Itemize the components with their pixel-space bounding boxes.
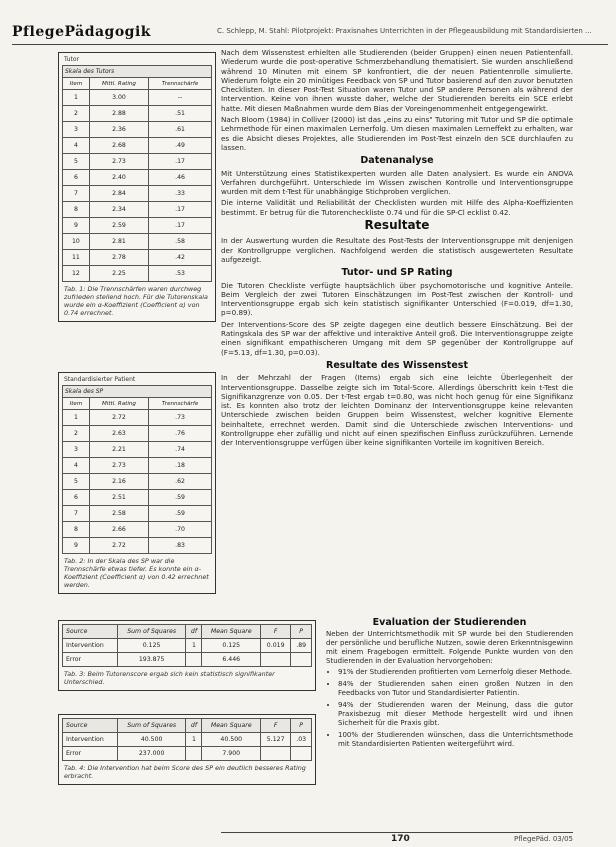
table-row [63,250,212,266]
table-cell: .53 [149,266,212,282]
column-header: Item [63,398,90,410]
table-cell: 2.25 [89,266,148,282]
paragraph: In der Auswertung wurden die Resultate des Post-Tests der Interventionsgruppe mit denjenigen der Kontrollgruppe verglichen. Nachfolgend werden die statistisch ausgewerteten Resultate aufgezeigt. [221,236,573,264]
table-cell: .70 [149,522,212,538]
table-1-caption: Tab. 1: Die Trennschärfen waren durchweg zufrieden stellend hoch. Für die Tutorenskala wurde ein α-Koeffizient (Coefficient α) von 0.74 errechnet. [64,285,208,317]
table-cell: .74 [149,442,212,458]
table-cell: 6 [63,170,90,186]
column-header: Item [63,78,90,90]
table-cell: 9 [63,218,90,234]
list-item: • 84% der Studierenden sahen einen großen Nutzen in den Feedbacks von Tutor und Standardisierter Patientin. [338,680,573,698]
table-cell: .73 [149,410,212,426]
evaluation-list [326,668,573,749]
column-header: Source [63,625,118,639]
table-cell: 2.68 [89,138,148,154]
table-row [63,234,212,250]
table-cell: .03 [291,733,312,747]
table-row [63,490,212,506]
table-row [63,653,312,667]
table-cell: 3 [63,122,90,138]
table-cell: 2 [63,426,90,442]
table-1-box-title: Tutor [64,56,80,63]
table-cell: .62 [149,474,212,490]
table-cell: 2.34 [89,202,148,218]
running-header: C. Schlepp, M. Stahl: Pilotprojekt: Praxisnahes Unterrichten in der Pflegeausbildung mit Standardisierten ... [217,27,592,35]
column-header: Trennschärfe [149,398,212,410]
table-cell: 0.125 [117,639,186,653]
column-header: P [291,719,312,733]
table-cell: .59 [149,490,212,506]
table-row [63,747,312,761]
table-cell: Error [63,653,118,667]
table-cell: 40.500 [202,733,261,747]
table-cell: 2.81 [89,234,148,250]
table-cell: .49 [149,138,212,154]
list-item: • 94% der Studierenden waren der Meinung, dass die gutor Praxisbezug mit dieser Methode hergestellt wird und ihnen Sicherheit für die Praxis gibt. [338,701,573,728]
table-cell: 2.66 [89,522,148,538]
table-cell: 1 [63,90,90,106]
section-heading-datenanalyse: Datenanalyse [360,155,434,167]
article-body-upper [221,48,573,450]
table-1 [62,65,212,282]
paragraph: Nach Bloom (1984) in Colliver (2000) ist das „eins zu eins" Tutoring mit Tutor und SP die optimale Lehrmethode für einen maximalen Lernerfolg. Um diesen maximalen Lerneffekt zu erhalten, war es die Absicht dieses Projektes, alle Studierenden im Post-Test einzeln den SCE durchlaufen zu lassen. [221,115,573,152]
table-cell: 10 [63,234,90,250]
table-cell: 2.73 [89,154,148,170]
table-cell: .42 [149,250,212,266]
page-number: 170 [391,834,410,844]
column-header: df [186,625,202,639]
paragraph: Neben der Unterrichtsmethodik mit SP wurde bei den Studierenden der persönliche und berufliche Nutzen, sowie deren Erkenntnisgewinn mit einem Fragebogen ermittelt. Folgende Punkte wurden von den Studierenden in der Evaluation hervorgehoben: [326,630,573,665]
table-cell: 5 [63,474,90,490]
column-header: Sum of Squares [117,719,186,733]
section-heading-evaluation: Evaluation der Studierenden [372,617,527,628]
table-cell: 2.40 [89,170,148,186]
column-header: Sum of Squares [117,625,186,639]
table-cell: 0.125 [202,639,261,653]
table-row [63,410,212,426]
table-cell: 7 [63,506,90,522]
table-cell: 4 [63,458,90,474]
table-3 [62,624,312,667]
column-header: F [261,719,291,733]
table-cell: 40.500 [117,733,186,747]
table-cell [291,653,312,667]
table-cell: Intervention [63,639,118,653]
table-3-caption: Tab. 3: Beim Tutorenscore ergab sich kein statistisch signifikanter Unterschied. [64,670,275,686]
table-cell: 12 [63,266,90,282]
table-4-caption: Tab. 4: Die Intervention hat beim Score des SP ein deutlich besseres Rating erbracht. [64,764,306,780]
table-cell: 2.51 [89,490,148,506]
column-header: Mittl. Rating [89,398,148,410]
table-cell: .58 [149,234,212,250]
journal-brand: PflegePädagogik [12,24,151,40]
table-cell [261,653,291,667]
table-cell: .59 [149,506,212,522]
table-row [63,154,212,170]
paragraph: Die Tutoren Checkliste verfügte hauptsächlich über psychomotorische und kognitive Anteile. Beim Vergleich der zwei Tutoren Einschätzungen im Post-Test zwischen der Kontroll- und Interventionsgruppe ergab sich kein statistisch signifikanter Unterschied (F=0.019, df=1.30, p=0.89). [221,280,573,318]
table-row [63,122,212,138]
table-cell: .17 [149,218,212,234]
section-heading-resultate: Resultate [364,218,430,233]
column-header: Mean Square [202,625,261,639]
table-cell: 3.00 [89,90,148,106]
table-row [63,442,212,458]
table-2-head: Skala des SP [63,386,212,398]
table-2-box [58,372,216,594]
table-4-frame [58,714,316,785]
table-cell: 2.36 [89,122,148,138]
table-4-box [58,714,316,785]
table-cell: 2.88 [89,106,148,122]
table-cell: -- [149,90,212,106]
paragraph: Die interne Validität und Reliabilität der Checklisten wurden mit Hilfe des Alpha-Koeffizienten bestimmt. Er betrug für die Tutorencheckliste 0.74 und für die SP-Cl ecklist 0.42. [221,198,573,217]
table-row [63,106,212,122]
table-cell: .83 [149,538,212,554]
table-cell: .18 [149,458,212,474]
table-cell [186,653,202,667]
table-2 [62,385,212,554]
table-cell: 7 [63,186,90,202]
table-cell: .61 [149,122,212,138]
column-header: F [261,625,291,639]
paragraph: Nach dem Wissenstest erhielten alle Studierenden (beider Gruppen) einen neuen Patientenfall. Wiederum wurde die post-operative Schmerzbehandlung thematisiert. Sie wurden anschließend während 10 Minuten mit einem SP konfrontiert, die der neuen Patientenrolle simulierte. Wiederum folgte ein 20 minütiges Feedback von SP und Tutor basierend auf den zuvor benutzten Checklisten. In dieser Post-Test Situation waren Tutor und SP andere Personen als während der Intervention. Keine von ihnen wusste daher, welche der Studierenden bereits ein SCE erlebt hatte. Mit diesen Maßnahmen wurde dem Bias der Voreingenommenheit entgegengewirkt. [221,48,573,113]
table-row [63,90,212,106]
table-cell: 2.72 [89,538,148,554]
table-row [63,218,212,234]
table-cell: 2 [63,106,90,122]
table-row [63,170,212,186]
section-heading-tutor-sp-rating: Tutor- und SP Rating [341,267,453,279]
article-body-lower [326,614,573,752]
table-row [63,186,212,202]
table-cell: 2.73 [89,458,148,474]
table-cell: 2.78 [89,250,148,266]
table-cell: 2.21 [89,442,148,458]
journal-issue: PflegePäd. 03/05 [514,835,573,843]
table-cell: 7.900 [202,747,261,761]
table-row [63,506,212,522]
list-item: • 91% der Studierenden profitierten vom Lernerfolg dieser Methode. [338,668,573,677]
column-header: df [186,719,202,733]
table-row [63,538,212,554]
table-cell: .76 [149,426,212,442]
column-header: Source [63,719,118,733]
paragraph: Mit Unterstützung eines Statistikexperten wurden alle Daten analysiert. Es wurde ein ANOVA Verfahren durchgeführt. Unterschiede im Wissen zwischen Kontrolle und Interventionsgruppe wurden mit dem t-Test für unabhängige Stichproben verglichen. [221,168,573,197]
table-cell: .33 [149,186,212,202]
table-cell: 1 [186,733,202,747]
table-2-box-title: Standardisierter Patient [64,376,136,383]
table-row [63,202,212,218]
table-cell [291,747,312,761]
table-1-head: Skala des Tutors [63,66,212,78]
table-cell: 9 [63,538,90,554]
table-row [63,458,212,474]
table-cell: 193.875 [117,653,186,667]
table-1-frame [58,52,216,322]
table-cell: .51 [149,106,212,122]
table-row [63,474,212,490]
section-heading-wissenstest: Resultate des Wissenstest [326,359,468,371]
table-cell: 1 [63,410,90,426]
table-3-frame [58,620,316,691]
table-cell: 2.72 [89,410,148,426]
table-row [63,733,312,747]
page-footer [221,832,573,843]
table-cell: 0.019 [261,639,291,653]
table-2-frame [58,372,216,594]
table-3-box [58,620,316,691]
table-row [63,138,212,154]
table-cell: .46 [149,170,212,186]
table-cell: 1 [186,639,202,653]
table-cell: 3 [63,442,90,458]
table-cell: 2.63 [89,426,148,442]
table-cell [261,747,291,761]
table-row [63,426,212,442]
table-cell: 2.16 [89,474,148,490]
column-header: Mean Square [202,719,261,733]
column-header: Trennschärfe [149,78,212,90]
table-cell: .89 [291,639,312,653]
table-cell: 8 [63,522,90,538]
paragraph: In der Mehrzahl der Fragen (Items) ergab sich eine leichte Überlegenheit der Interventionsgruppe. Dasselbe zeigte sich im Total-Score. Allerdings überschritt kein t-Test die Signifikanzgrenze von 0.05. Der t-Test ergab t=0.80, was nicht hoch genug für eine Signifikanz ist. Es konnten also trotz der leichten Dominanz der Interventionsgruppe keine relevanten Unterschiede zwischen beiden Gruppen beim Wissenstest, welcher kognitive Elemente beinhaltete, errechnet werden. Damit sind die Unterschiede zwischen Interventions- und Kontrollgruppe eher zufällig und nicht auf einen spezifischen Einfluss zurückzuführen. Lernende der Interventionsgruppe verfügen über keine signifikanten Vorteile im kognitiven Bereich. [221,373,573,448]
column-header: P [291,625,312,639]
table-row [63,639,312,653]
table-cell: Error [63,747,118,761]
table-4 [62,718,312,761]
table-cell: 237.000 [117,747,186,761]
table-cell: 2.59 [89,218,148,234]
table-cell: 5 [63,154,90,170]
table-cell: 6 [63,490,90,506]
list-item: • 100% der Studierenden wünschen, dass die Unterrichtsmethode mit Standardisierten Patienten weitergeführt wird. [338,731,573,749]
table-1-box [58,52,216,322]
table-cell: 8 [63,202,90,218]
table-row [63,266,212,282]
paragraph: Der Interventions-Score des SP zeigte dagegen eine deutlich bessere Einschätzung. Bei der Ratingskala des SP war der affektive und interaktive Anteil groß. Die Interventionsgruppe zeigte einen signifikant empathischeren Umgang mit dem SP gegenüber der Kontrollgruppe auf (F=5.13, df=1.30, p=0.03). [221,319,573,357]
table-cell: .17 [149,202,212,218]
table-cell: 4 [63,138,90,154]
column-header: Mittl. Rating [89,78,148,90]
table-cell: 11 [63,250,90,266]
table-cell: 2.84 [89,186,148,202]
table-2-caption: Tab. 2: In der Skala des SP war die Trennschärfe etwas tiefer. Es konnte ein α-Koeffizient (Coefficient α) von 0.42 errechnet werden. [64,557,209,589]
table-cell: .17 [149,154,212,170]
table-row [63,522,212,538]
table-cell: 5.127 [261,733,291,747]
table-cell: Intervention [63,733,118,747]
table-cell: 6.446 [202,653,261,667]
table-cell: 2.58 [89,506,148,522]
masthead [12,22,608,45]
table-cell [186,747,202,761]
